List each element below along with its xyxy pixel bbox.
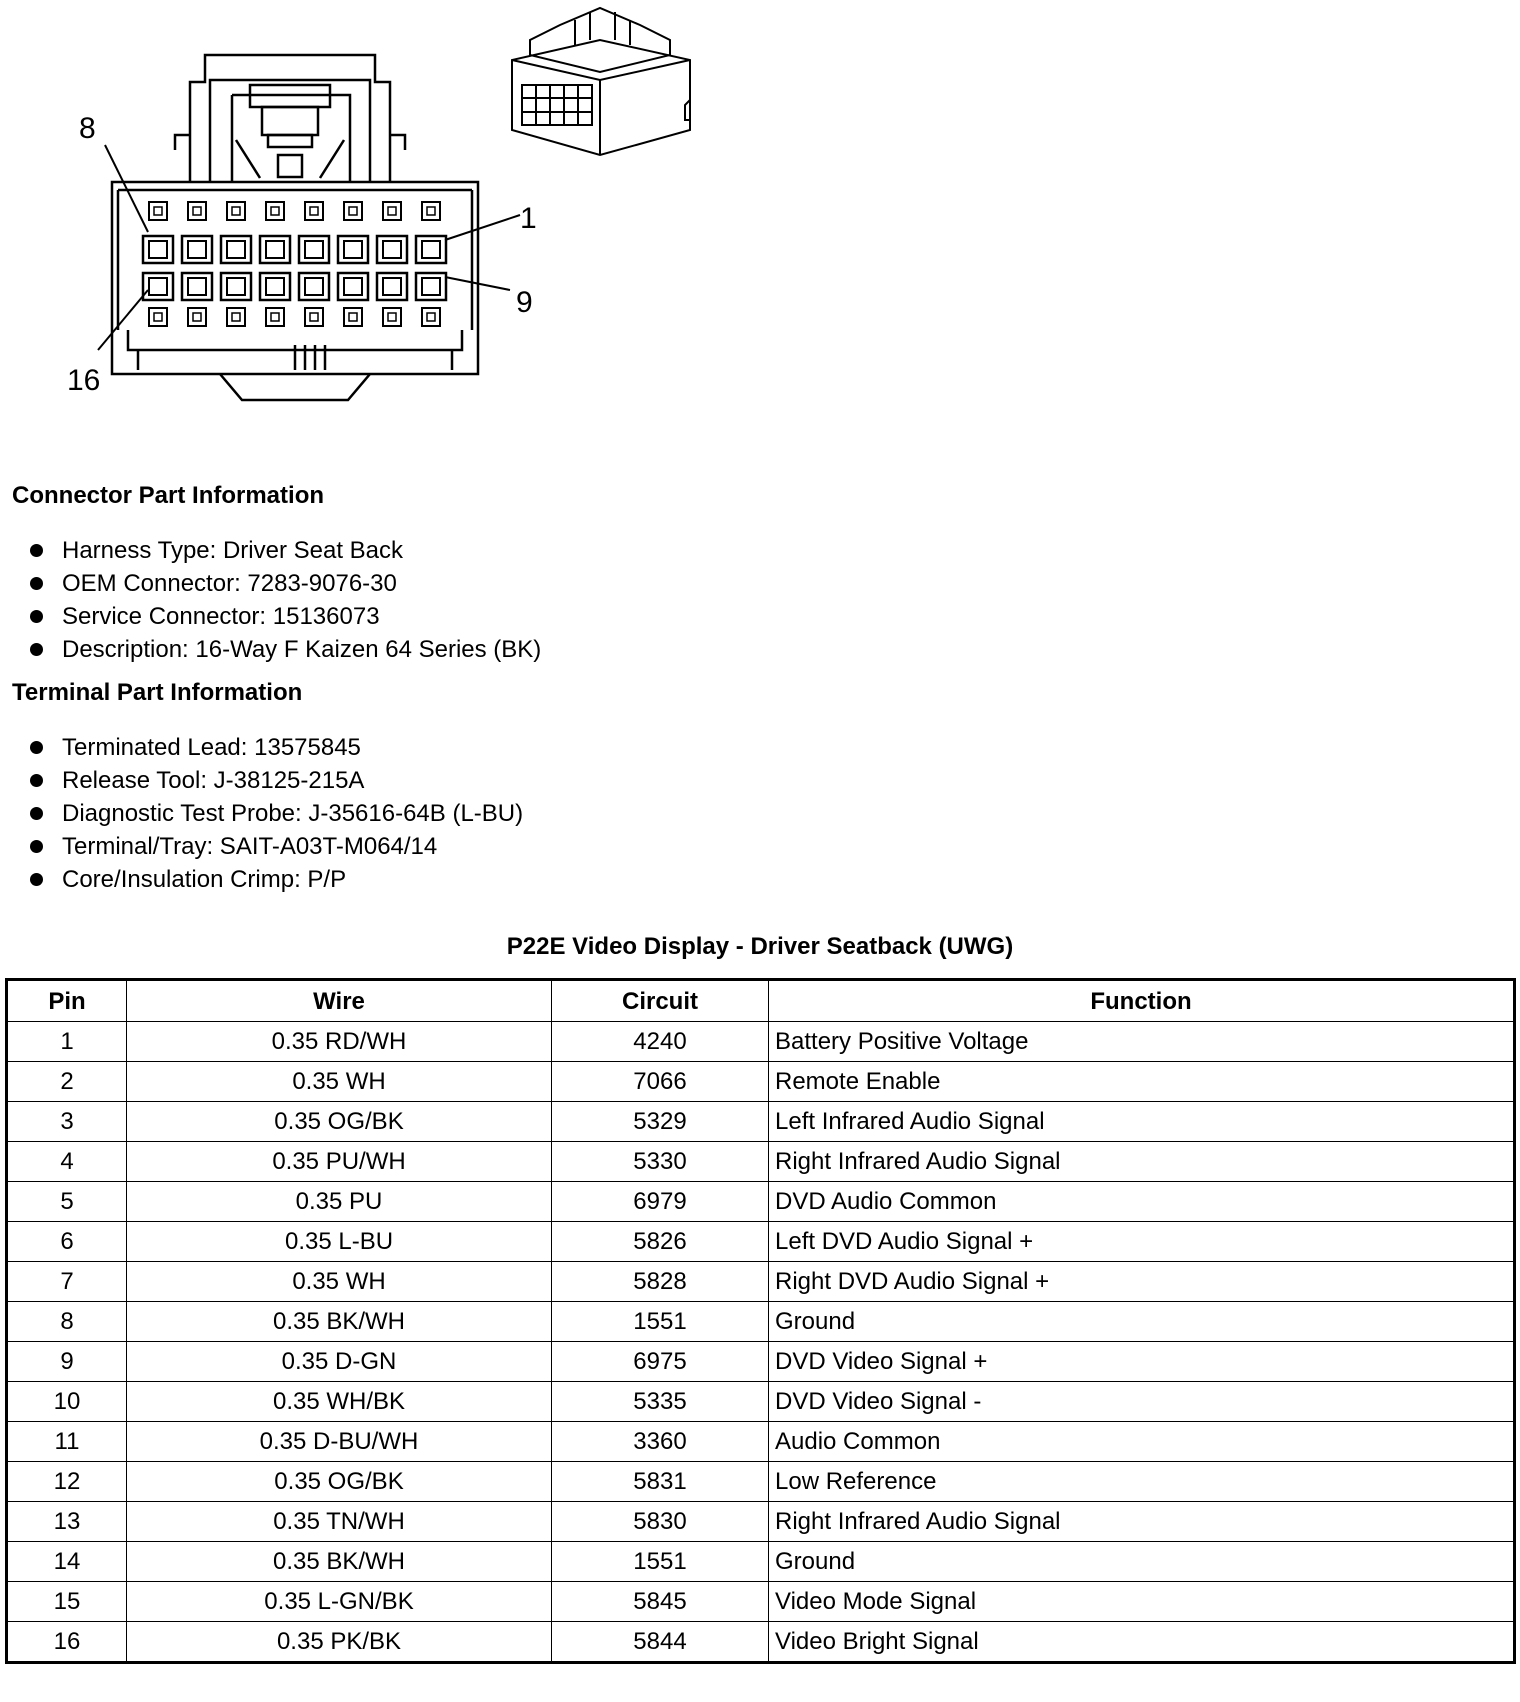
circuit-cell: 5826 <box>552 1222 769 1262</box>
wire-cell: 0.35 L-GN/BK <box>127 1582 552 1622</box>
wire-cell: 0.35 PU/WH <box>127 1142 552 1182</box>
table-row <box>7 1462 1515 1502</box>
wire-cell: 0.35 WH <box>127 1262 552 1302</box>
pin-cell: 3 <box>7 1102 127 1142</box>
list-item <box>30 633 541 666</box>
table-row <box>7 1342 1515 1382</box>
cavity <box>377 273 407 300</box>
bullet-icon <box>30 840 43 853</box>
cavity-row-1-8 <box>143 236 446 263</box>
table-row <box>7 1102 1515 1142</box>
bullet-icon <box>30 610 43 623</box>
aux-cavity <box>149 308 167 326</box>
pin-cell: 7 <box>7 1262 127 1302</box>
cavity <box>143 236 173 263</box>
cavity <box>260 236 290 263</box>
connector-info-heading: Connector Part Information <box>12 482 325 509</box>
function-cell: Right Infrared Audio Signal <box>769 1502 1515 1542</box>
lower-aux-cavity-row <box>149 308 440 326</box>
function-cell: DVD Video Signal - <box>769 1382 1515 1422</box>
list-item-text: Terminated Lead: 13575845 <box>62 734 361 761</box>
aux-cavity <box>266 308 284 326</box>
cavity <box>338 273 368 300</box>
cavity <box>416 236 446 263</box>
aux-cavity <box>344 202 362 220</box>
latch-housing <box>190 55 390 182</box>
wire-cell: 0.35 L-BU <box>127 1222 552 1262</box>
circuit-cell: 6975 <box>552 1342 769 1382</box>
function-cell: Audio Common <box>769 1422 1515 1462</box>
circuit-cell: 6979 <box>552 1182 769 1222</box>
circuit-cell: 5831 <box>552 1462 769 1502</box>
table-row <box>7 1582 1515 1622</box>
list-item <box>30 764 523 797</box>
table-row <box>7 1502 1515 1542</box>
pin-label-1: 1 <box>520 202 537 235</box>
table-row <box>7 1182 1515 1222</box>
bullet-icon <box>30 643 43 656</box>
bullet-icon <box>30 741 43 754</box>
cavity <box>182 273 212 300</box>
aux-cavity <box>188 308 206 326</box>
aux-cavity <box>305 202 323 220</box>
circuit-cell: 5830 <box>552 1502 769 1542</box>
cavity <box>182 236 212 263</box>
list-item <box>30 797 523 830</box>
list-item-text: Core/Insulation Crimp: P/P <box>62 866 347 893</box>
leader-line-16 <box>98 290 148 350</box>
circuit-cell: 4240 <box>552 1022 769 1062</box>
function-cell: Video Bright Signal <box>769 1622 1515 1663</box>
table-title: P22E Video Display - Driver Seatback (UWG) <box>506 933 1014 960</box>
list-item-text: Service Connector: 15136073 <box>62 603 380 630</box>
function-cell: Left Infrared Audio Signal <box>769 1102 1515 1142</box>
header-circuit: Circuit <box>552 980 769 1022</box>
bullet-icon <box>30 807 43 820</box>
aux-cavity <box>227 202 245 220</box>
list-item-text: Description: 16-Way F Kaizen 64 Series (BK) <box>62 636 542 663</box>
cavity <box>299 273 329 300</box>
cavity <box>338 236 368 263</box>
table-row <box>7 1302 1515 1342</box>
wire-cell: 0.35 BK/WH <box>127 1302 552 1342</box>
connector-face-diagram <box>60 0 700 420</box>
table-row <box>7 1542 1515 1582</box>
list-item <box>30 534 541 567</box>
table-row <box>7 1022 1515 1062</box>
function-cell: Remote Enable <box>769 1062 1515 1102</box>
list-item-text: Harness Type: Driver Seat Back <box>62 537 404 564</box>
pin-label-9: 9 <box>516 286 533 319</box>
aux-cavity <box>344 308 362 326</box>
wire-cell: 0.35 OG/BK <box>127 1102 552 1142</box>
pin-cell: 8 <box>7 1302 127 1342</box>
cavity <box>221 236 251 263</box>
function-cell: Low Reference <box>769 1462 1515 1502</box>
cavity <box>416 273 446 300</box>
aux-cavity <box>383 202 401 220</box>
terminal-info-list <box>30 731 523 896</box>
function-cell: Ground <box>769 1302 1515 1342</box>
function-cell: Left DVD Audio Signal + <box>769 1222 1515 1262</box>
terminal-info-heading: Terminal Part Information <box>12 679 303 706</box>
table-row <box>7 1062 1515 1102</box>
header-pin: Pin <box>7 980 127 1022</box>
table-row <box>7 1622 1515 1663</box>
function-cell: Ground <box>769 1542 1515 1582</box>
list-item <box>30 600 541 633</box>
bullet-icon <box>30 577 43 590</box>
function-cell: Video Mode Signal <box>769 1582 1515 1622</box>
pin-assignment-table <box>5 978 1516 1664</box>
cavity <box>221 273 251 300</box>
list-item <box>30 567 541 600</box>
circuit-cell: 5844 <box>552 1622 769 1663</box>
function-cell: Battery Positive Voltage <box>769 1022 1515 1062</box>
pin-cell: 13 <box>7 1502 127 1542</box>
aux-cavity <box>188 202 206 220</box>
header-function: Function <box>769 980 1515 1022</box>
list-item-text: Terminal/Tray: SAIT-A03T-M064/14 <box>62 833 438 860</box>
list-item <box>30 731 523 764</box>
pin-cell: 4 <box>7 1142 127 1182</box>
cavity <box>260 273 290 300</box>
pin-cell: 5 <box>7 1182 127 1222</box>
aux-cavity <box>227 308 245 326</box>
function-cell: DVD Video Signal + <box>769 1342 1515 1382</box>
cavity-row-9-16 <box>143 273 446 300</box>
table-row <box>7 1422 1515 1462</box>
table-row <box>7 1382 1515 1422</box>
wire-cell: 0.35 D-GN <box>127 1342 552 1382</box>
wire-cell: 0.35 WH/BK <box>127 1382 552 1422</box>
wire-cell: 0.35 WH <box>127 1062 552 1102</box>
pin-label-16: 16 <box>67 364 101 397</box>
list-item <box>30 830 523 863</box>
bullet-icon <box>30 873 43 886</box>
circuit-cell: 5335 <box>552 1382 769 1422</box>
pin-cell: 12 <box>7 1462 127 1502</box>
cavity <box>143 273 173 300</box>
list-item <box>30 863 523 896</box>
circuit-cell: 1551 <box>552 1542 769 1582</box>
circuit-cell: 5845 <box>552 1582 769 1622</box>
circuit-cell: 3360 <box>552 1422 769 1462</box>
pin-label-8: 8 <box>79 112 96 145</box>
pin-cell: 10 <box>7 1382 127 1422</box>
pin-cell: 9 <box>7 1342 127 1382</box>
pin-cell: 1 <box>7 1022 127 1062</box>
function-cell: Right Infrared Audio Signal <box>769 1142 1515 1182</box>
aux-cavity <box>383 308 401 326</box>
table-row <box>7 1142 1515 1182</box>
aux-cavity <box>305 308 323 326</box>
wire-cell: 0.35 RD/WH <box>127 1022 552 1062</box>
aux-cavity <box>422 308 440 326</box>
pin-cell: 6 <box>7 1222 127 1262</box>
circuit-cell: 5330 <box>552 1142 769 1182</box>
circuit-cell: 1551 <box>552 1302 769 1342</box>
circuit-cell: 7066 <box>552 1062 769 1102</box>
bullet-icon <box>30 544 43 557</box>
header-wire: Wire <box>127 980 552 1022</box>
wire-cell: 0.35 OG/BK <box>127 1462 552 1502</box>
table-row <box>7 1222 1515 1262</box>
aux-cavity <box>266 202 284 220</box>
list-item-text: Diagnostic Test Probe: J-35616-64B (L-BU) <box>62 800 524 827</box>
function-cell: DVD Audio Common <box>769 1182 1515 1222</box>
leader-line-1 <box>445 215 520 240</box>
pin-cell: 15 <box>7 1582 127 1622</box>
aux-cavity <box>149 202 167 220</box>
aux-cavity <box>422 202 440 220</box>
wire-cell: 0.35 PK/BK <box>127 1622 552 1663</box>
pin-cell: 16 <box>7 1622 127 1663</box>
wire-cell: 0.35 BK/WH <box>127 1542 552 1582</box>
bullet-icon <box>30 774 43 787</box>
cavity <box>299 236 329 263</box>
wire-cell: 0.35 TN/WH <box>127 1502 552 1542</box>
table-header-row <box>7 980 1515 1022</box>
table-row <box>7 1262 1515 1302</box>
list-item-text: Release Tool: J-38125-215A <box>62 767 365 794</box>
pin-cell: 14 <box>7 1542 127 1582</box>
pin-cell: 2 <box>7 1062 127 1102</box>
cavity <box>377 236 407 263</box>
circuit-cell: 5828 <box>552 1262 769 1302</box>
connector-iso-view <box>512 8 690 155</box>
upper-aux-cavity-row <box>149 202 440 220</box>
list-item-text: OEM Connector: 7283-9076-30 <box>62 570 397 597</box>
wire-cell: 0.35 D-BU/WH <box>127 1422 552 1462</box>
pin-cell: 11 <box>7 1422 127 1462</box>
function-cell: Right DVD Audio Signal + <box>769 1262 1515 1302</box>
wire-cell: 0.35 PU <box>127 1182 552 1222</box>
connector-info-list <box>30 534 541 666</box>
circuit-cell: 5329 <box>552 1102 769 1142</box>
